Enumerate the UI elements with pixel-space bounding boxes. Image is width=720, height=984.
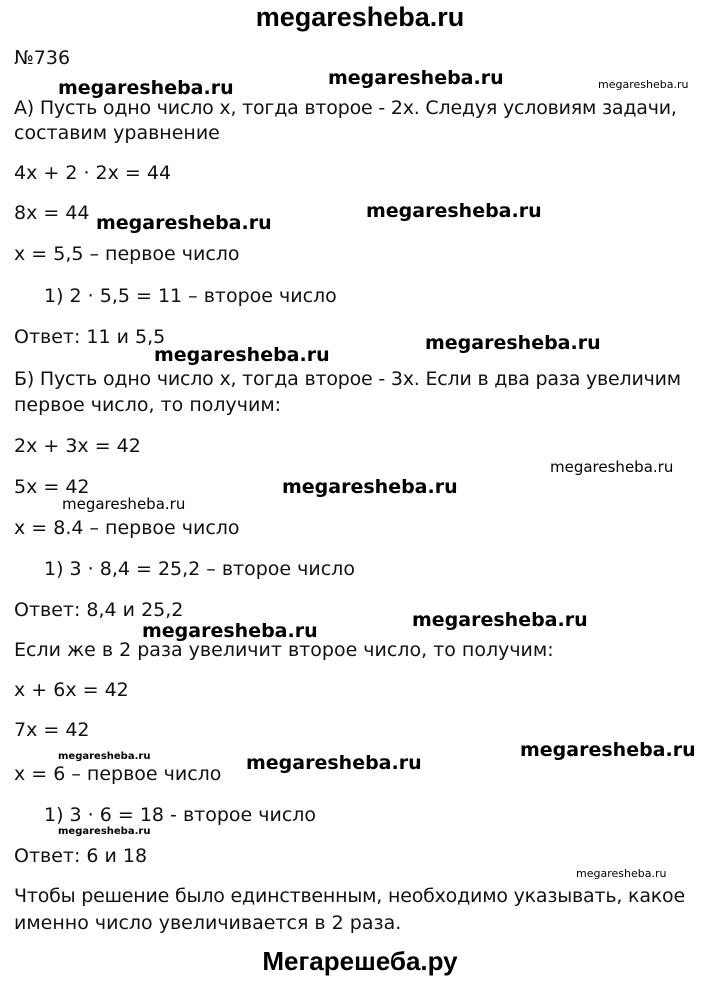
watermark: megaresheba.ru xyxy=(366,200,542,222)
equation-line: x = 6 – первое число xyxy=(14,763,222,785)
equation-line: 8x = 44 xyxy=(14,202,90,224)
equation-line: x = 8.4 – первое число xyxy=(14,517,240,539)
watermark: megaresheba.ru xyxy=(58,826,151,837)
conclusion-line: именно число увеличивается в 2 раза. xyxy=(14,912,402,934)
watermark: megaresheba.ru xyxy=(412,609,588,631)
conclusion-line: Чтобы решение было единственным, необходимо указывать, какое xyxy=(14,885,685,907)
equation-line: 1) 2 · 5,5 = 11 – второе число xyxy=(44,285,337,307)
equation-line: 4x + 2 · 2x = 44 xyxy=(14,162,172,184)
equation-line: x + 6x = 42 xyxy=(14,679,129,701)
equation-line: 1) 3 · 6 = 18 - второе число xyxy=(44,804,317,826)
watermark: megaresheba.ru xyxy=(58,77,234,99)
watermark: megaresheba.ru xyxy=(550,458,674,476)
watermark: megaresheba.ru xyxy=(282,476,458,498)
solution-line: первое число, то получим: xyxy=(14,394,282,416)
watermark: megaresheba.ru xyxy=(96,212,272,234)
watermark: megaresheba.ru xyxy=(425,332,601,354)
watermark: megaresheba.ru xyxy=(576,867,667,880)
watermark: megaresheba.ru xyxy=(142,620,318,642)
solution-line: Б) Пусть одно число x, тогда второе - 3x. Если в два раза увеличим xyxy=(14,368,681,390)
equation-line: x = 5,5 – первое число xyxy=(14,243,240,265)
watermark: megaresheba.ru xyxy=(154,344,330,366)
equation-line: 7x = 42 xyxy=(14,719,90,741)
answer-line: Ответ: 6 и 18 xyxy=(14,845,148,867)
task-number: №736 xyxy=(14,47,71,69)
answer-line: Ответ: 11 и 5,5 xyxy=(14,326,166,348)
watermark: megaresheba.ru xyxy=(62,495,186,513)
equation-line: 5x = 42 xyxy=(14,476,90,498)
solution-line: А) Пусть одно число x, тогда второе - 2x. Следуя условиям задачи, xyxy=(14,97,677,119)
watermark: megaresheba.ru xyxy=(598,78,689,91)
site-title: megaresheba.ru xyxy=(255,2,465,32)
watermark: megaresheba.ru xyxy=(58,751,151,762)
solution-line: Если же в 2 раза увеличит второе число, то получим: xyxy=(14,639,554,661)
watermark: megaresheba.ru xyxy=(520,739,696,761)
equation-line: 2x + 3x = 42 xyxy=(14,435,141,457)
answer-line: Ответ: 8,4 и 25,2 xyxy=(14,599,184,621)
watermark: megaresheba.ru xyxy=(328,67,504,89)
solution-line: составим уравнение xyxy=(14,122,220,144)
watermark: megaresheba.ru xyxy=(246,752,422,774)
site-footer: Мегарешеба.ру xyxy=(262,946,458,976)
equation-line: 1) 3 · 8,4 = 25,2 – второе число xyxy=(44,558,355,580)
